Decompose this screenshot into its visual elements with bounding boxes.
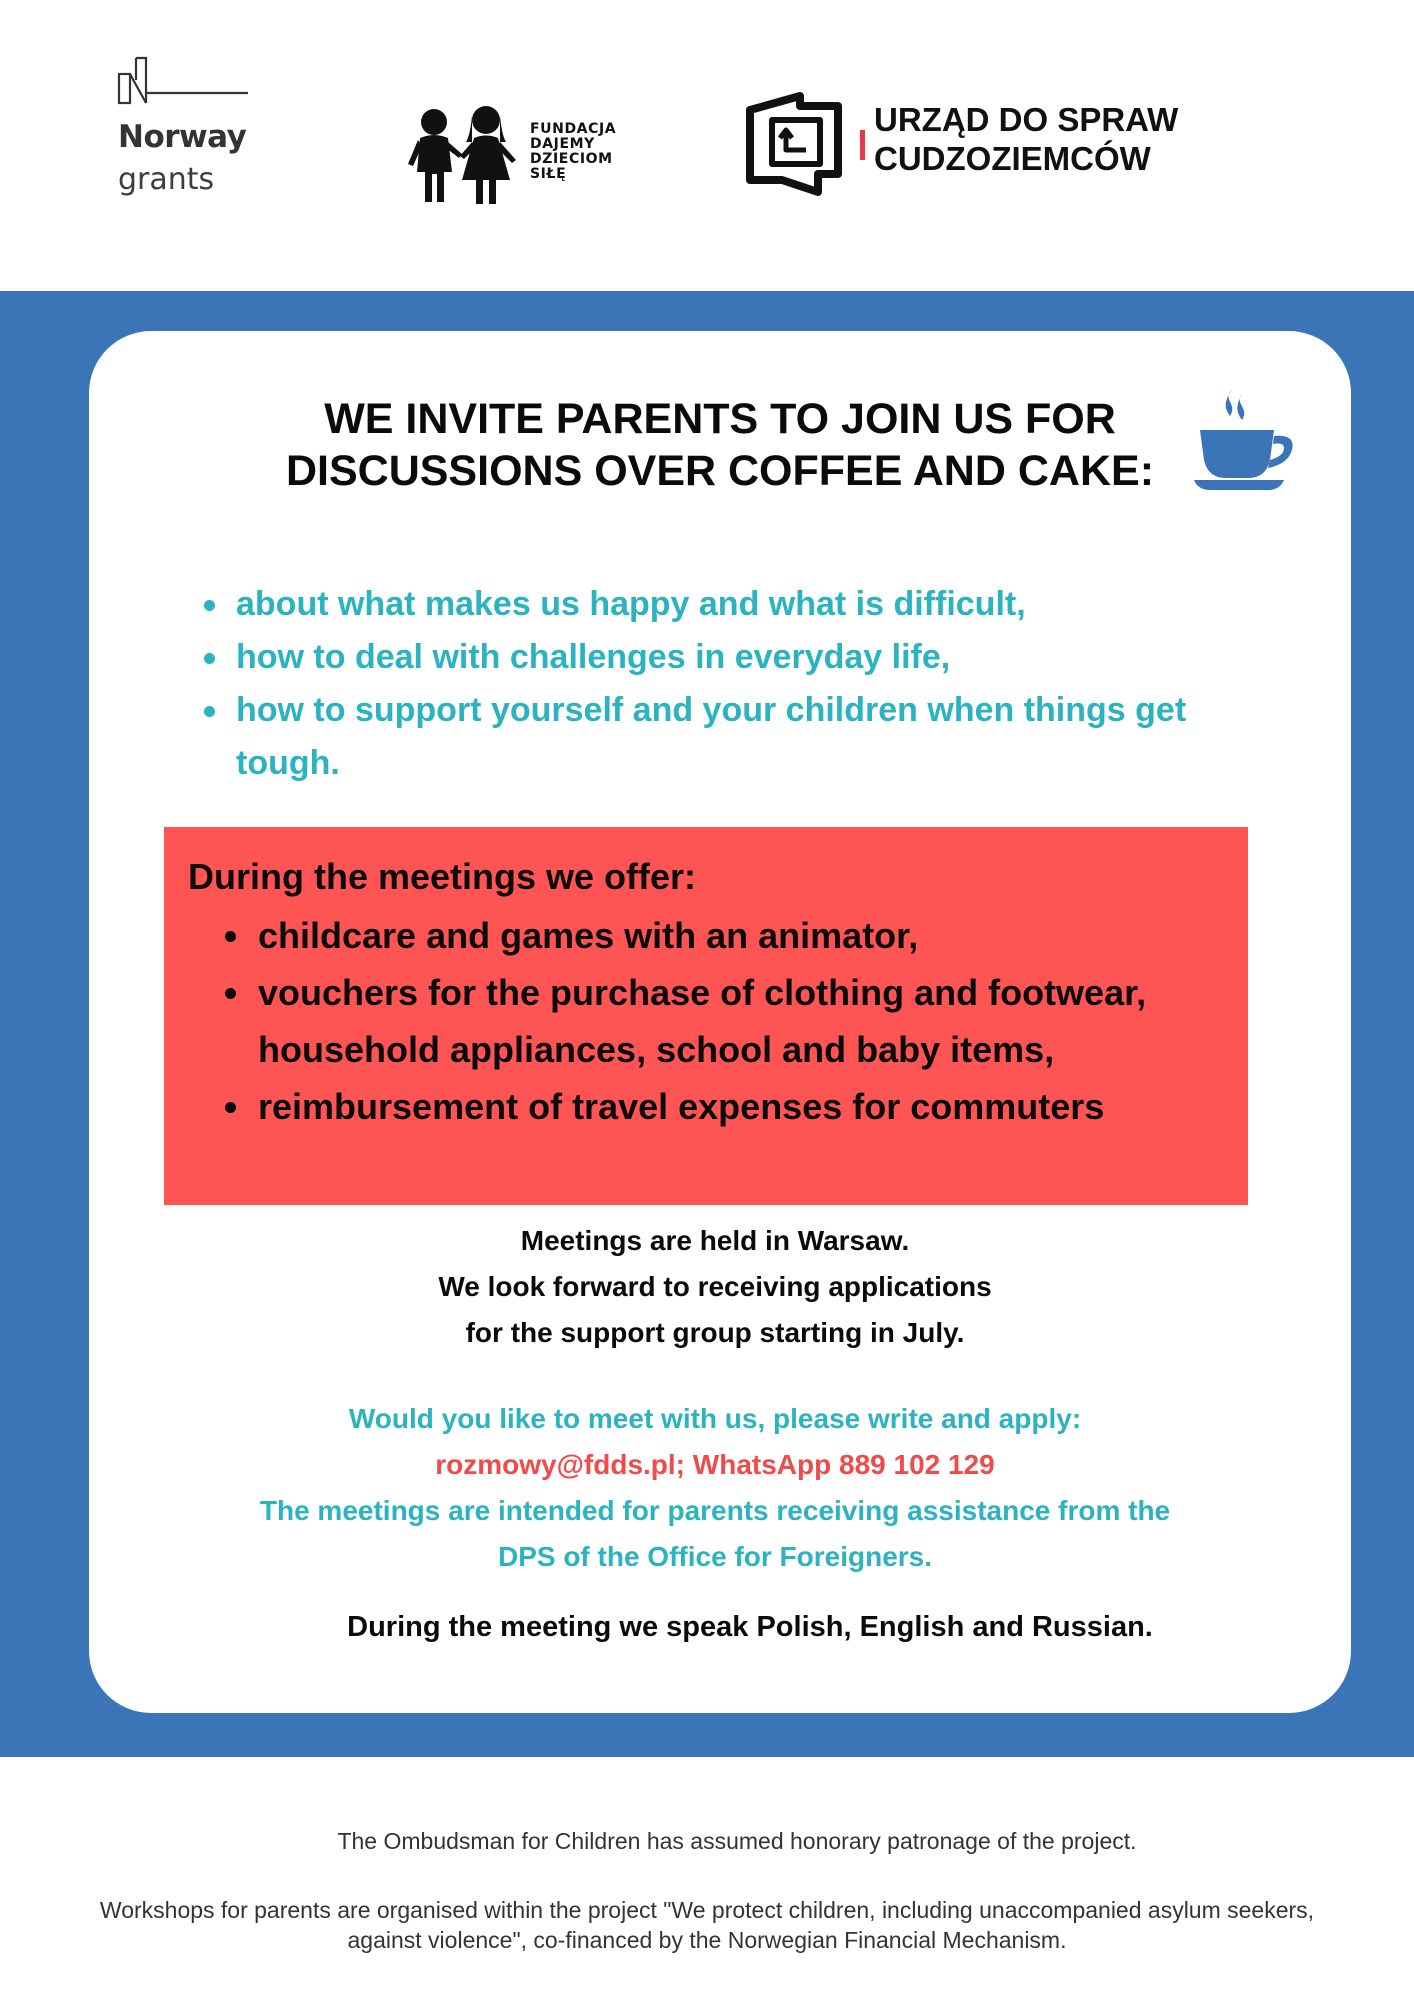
contact-details[interactable]: rozmowy@fdds.pl; WhatsApp 889 102 129 [435,1449,995,1480]
eligibility-line: DPS of the Office for Foreigners. [497,1541,933,1572]
languages-note: During the meeting we speak Polish, English and Russian. [347,1611,1153,1643]
page-title-line-2: DISCUSSIONS OVER COFFEE AND CAKE: [285,447,1155,495]
list-item: vouchers for the purchase of clothing and footwear, household appliances, school and baby items, [220,964,1230,1078]
list-item: reimbursement of travel expenses for commuters [220,1078,1230,1135]
application-info [140,1396,1290,1580]
offer-title: During the meetings we offer: [188,856,697,897]
norway-grants-word-grants: grants [118,162,215,197]
fdds-word: DZIECIOM [530,151,613,167]
meeting-info-line: Meetings are held in Warsaw. [520,1225,910,1256]
meeting-info-line: for the support group starting in July. [465,1317,965,1348]
norway-grants-word-norway: Norway [118,119,247,155]
norway-grants-logo [116,52,256,212]
udsc-logo-icon [742,88,854,200]
list-item: how to support yourself and your children when things get tough. [200,684,1280,790]
patronage-note: The Ombudsman for Children has assumed honorary patronage of the project. [337,1828,1137,1854]
udsc-red-divider [860,130,865,160]
coffee-cup-icon [1192,386,1302,496]
logo-header [0,0,1414,290]
project-funding-line: against violence", co-financed by the Norwegian Financial Mechanism. [347,1927,1067,1953]
fdds-logo [406,102,646,212]
meeting-info-line: We look forward to receiving applications [438,1271,992,1302]
udsc-logo [742,88,1222,208]
page-title [220,393,1220,497]
udsc-wordmark [874,100,1178,178]
page-title-line-1: WE INVITE PARENTS TO JOIN US FOR [324,395,1116,443]
list-item: about what makes us happy and what is difficult, [200,578,1280,631]
list-item: how to deal with challenges in everyday life, [200,631,1280,684]
fdds-word: SIŁĘ [530,166,567,182]
meeting-info [140,1218,1290,1356]
fdds-word: FUNDACJA [530,121,617,137]
fdds-children-icon [406,102,526,212]
project-funding-line: Workshops for parents are organised within the project "We protect children, including unaccompanied asylum seekers, [99,1897,1315,1923]
offer-box [164,827,1248,1205]
offer-list [220,907,1230,1135]
list-item: childcare and games with an animator, [220,907,1230,964]
udsc-line-2: CUDZOZIEMCÓW [874,140,1151,177]
fdds-word: DAJEMY [530,136,595,152]
udsc-line-1: URZĄD DO SPRAW [874,101,1179,138]
norway-grants-mark-icon [116,52,256,112]
eligibility-line: The meetings are intended for parents receiving assistance from the [259,1495,1171,1526]
discussion-topics-list [200,578,1280,790]
project-funding-note [0,1895,1414,1955]
fdds-wordmark [530,122,616,182]
application-prompt: Would you like to meet with us, please write and apply: [348,1403,1082,1434]
